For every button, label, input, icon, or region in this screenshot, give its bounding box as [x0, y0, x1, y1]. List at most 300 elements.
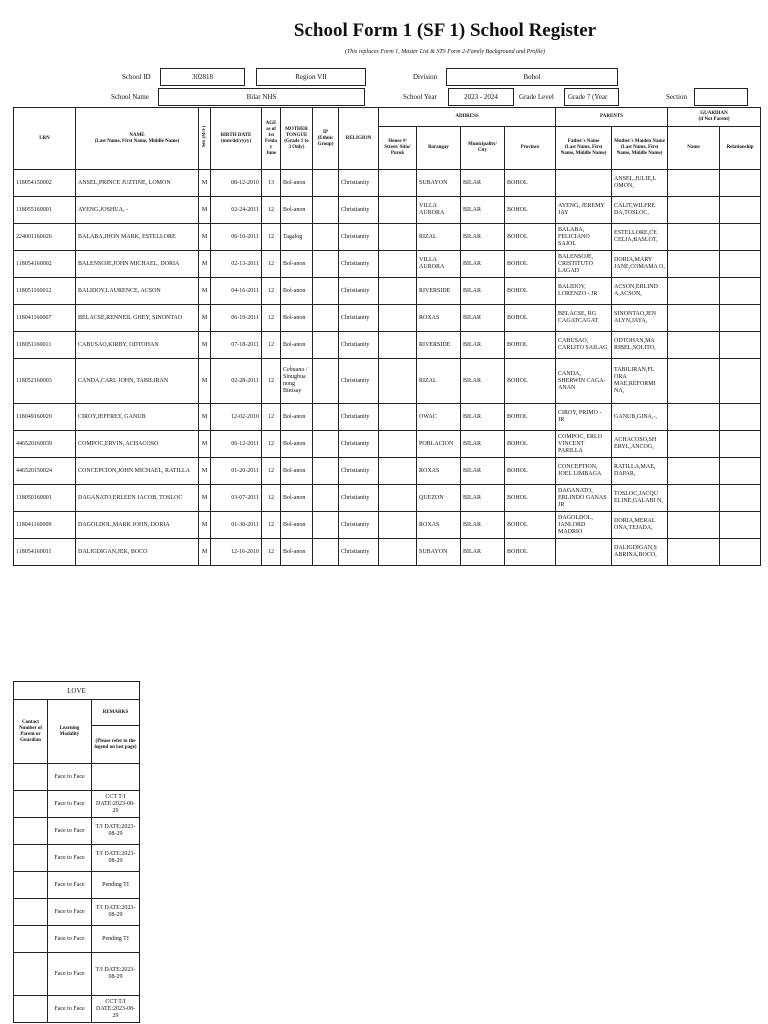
- religion-cell: Christianity: [339, 224, 379, 251]
- guardian-name-cell: [668, 431, 720, 458]
- province-cell: BOHOL: [505, 332, 556, 359]
- list-item: [14, 996, 140, 1023]
- school-year-value: 2023 - 2024: [448, 88, 514, 106]
- ip-cell: [313, 170, 339, 197]
- ip-cell: [313, 197, 339, 224]
- section-value: [694, 88, 748, 106]
- sex-header: [199, 108, 211, 170]
- birth-date-cell: 06-12-2011: [211, 431, 262, 458]
- house-cell: [379, 224, 417, 251]
- list-item: [14, 818, 140, 845]
- ip-cell: [313, 251, 339, 278]
- sex-cell: M: [199, 404, 211, 431]
- contact-cell: [14, 791, 48, 818]
- mother-tongue-cell: Cebuano / Sinugbua nong Binisay: [281, 359, 313, 404]
- sex-cell: M: [199, 305, 211, 332]
- guardian-name-cell: [668, 539, 720, 566]
- mother-tongue-cell: Bol-anon: [281, 431, 313, 458]
- remarks-cell: T/I DATE:2023-08-29: [92, 845, 140, 872]
- barangay-header: Barangay: [417, 127, 461, 170]
- age-cell: 12: [262, 197, 281, 224]
- municipality-cell: BILAR: [461, 197, 505, 224]
- table-row: [14, 332, 761, 359]
- mother-name-cell: ACHACOSO,SH ERYL,ANCOG,: [612, 431, 668, 458]
- religion-cell: Christianity: [339, 485, 379, 512]
- modality-cell: Face to Face: [48, 791, 92, 818]
- mother-tongue-cell: Bol-anon: [281, 404, 313, 431]
- age-cell: 12: [262, 224, 281, 251]
- modality-cell: Face to Face: [48, 845, 92, 872]
- sex-header-text: Sex (M/F): [201, 126, 207, 148]
- contact-cell: [14, 764, 48, 791]
- name-cell: BALABA,JHON MARK, ESTELLORE: [76, 224, 199, 251]
- list-item: [14, 872, 140, 899]
- house-cell: [379, 458, 417, 485]
- contact-cell: [14, 818, 48, 845]
- remarks-cell: T/I DATE:2023-08-29: [92, 899, 140, 926]
- lrn-cell: 118051160011: [14, 332, 76, 359]
- municipality-cell: BILAR: [461, 539, 505, 566]
- mother-tongue-cell: Bol-anon: [281, 197, 313, 224]
- age-cell: 13: [262, 170, 281, 197]
- father-name-cell: BALABA, FELICIANO SAJOL: [556, 224, 612, 251]
- age-header: AGE as of 1st Friday June: [262, 108, 281, 170]
- sex-cell: M: [199, 251, 211, 278]
- father-name-cell: [556, 539, 612, 566]
- mother-name-cell: SINONTAO,JEN ALYN,JAYA,: [612, 305, 668, 332]
- age-cell: 12: [262, 305, 281, 332]
- guardian-relationship-cell: [720, 251, 761, 278]
- guardian-name-cell: [668, 332, 720, 359]
- province-cell: BOHOL: [505, 485, 556, 512]
- ip-cell: [313, 458, 339, 485]
- region-value: Region VII: [256, 68, 366, 86]
- mother-name-cell: ANSEL,JULIE,L OMON,: [612, 170, 668, 197]
- remarks-cell: T/I DATE:2023-08-29: [92, 953, 140, 996]
- father-name-cell: COMPOC, ERLO VINCENT PARILLA: [556, 431, 612, 458]
- mother-tongue-cell: Bol-anon: [281, 332, 313, 359]
- municipality-cell: BILAR: [461, 251, 505, 278]
- ip-cell: [313, 431, 339, 458]
- guardian-name-header: Name: [668, 127, 720, 170]
- age-cell: 12: [262, 512, 281, 539]
- religion-cell: Christianity: [339, 170, 379, 197]
- mother-name-cell: DORIA,MERAL ONA,TEJADA,: [612, 512, 668, 539]
- municipality-cell: BILAR: [461, 332, 505, 359]
- table-row: [14, 485, 761, 512]
- remarks-header: REMARKS: [92, 700, 140, 726]
- mother-tongue-cell: Bol-anon: [281, 512, 313, 539]
- age-cell: 12: [262, 332, 281, 359]
- contact-cell: [14, 872, 48, 899]
- guardian-header: GUARDIAN (if Not Parent): [668, 108, 761, 127]
- table-row: [14, 359, 761, 404]
- father-name-cell: DAGANATO, ERLINDO GANAS JR: [556, 485, 612, 512]
- contact-remarks-table: [13, 681, 140, 1023]
- grade-level-value: Grade 7 (Year: [564, 88, 619, 106]
- mother-name-cell: ESTELLORE,CE CELIA,BASLOT,: [612, 224, 668, 251]
- barangay-cell: RIVERSIDE: [417, 278, 461, 305]
- table-row: [14, 512, 761, 539]
- municipality-cell: BILAR: [461, 278, 505, 305]
- birth-date-cell: 01-30-2011: [211, 512, 262, 539]
- province-cell: BOHOL: [505, 458, 556, 485]
- mother-tongue-cell: Bol-anon: [281, 251, 313, 278]
- house-header: House #/ Street/ Sitio/ Purok: [379, 127, 417, 170]
- table-row: [14, 431, 761, 458]
- mother-name-cell: CALIT,WILFRE DA,TOSLOC,: [612, 197, 668, 224]
- guardian-relationship-cell: [720, 170, 761, 197]
- guardian-name-cell: [668, 278, 720, 305]
- sex-cell: M: [199, 539, 211, 566]
- barangay-cell: ROXAS: [417, 305, 461, 332]
- lrn-cell: 118049160020: [14, 404, 76, 431]
- remarks-cell: Pending TI: [92, 872, 140, 899]
- religion-cell: Christianity: [339, 251, 379, 278]
- birth-date-cell: 03-07-2011: [211, 485, 262, 512]
- ip-cell: [313, 305, 339, 332]
- mother-name-cell: DALIGDIGAN,S ABRINA,BOCO,: [612, 539, 668, 566]
- guardian-name-cell: [668, 170, 720, 197]
- table-row: [14, 404, 761, 431]
- guardian-relationship-cell: [720, 332, 761, 359]
- age-cell: 12: [262, 278, 281, 305]
- religion-cell: Christianity: [339, 359, 379, 404]
- lrn-cell: 446520150024: [14, 458, 76, 485]
- table-row: [14, 458, 761, 485]
- guardian-relationship-cell: [720, 431, 761, 458]
- house-cell: [379, 431, 417, 458]
- register-table: [13, 107, 761, 566]
- contact-cell: [14, 953, 48, 996]
- mother-tongue-cell: Bol-anon: [281, 458, 313, 485]
- mother-header: Mother's Maiden Name (Last Name, First Name, Middle Name): [612, 127, 668, 170]
- father-name-cell: BALENSOJE, CRISTITUTO LAGAD: [556, 251, 612, 278]
- municipality-cell: BILAR: [461, 431, 505, 458]
- house-cell: [379, 197, 417, 224]
- father-name-cell: AYENG, JEREMY JAY: [556, 197, 612, 224]
- house-cell: [379, 278, 417, 305]
- guardian-relationship-cell: [720, 458, 761, 485]
- list-item: [14, 953, 140, 996]
- mother-tongue-cell: Bol-anon: [281, 539, 313, 566]
- division-label: Division: [413, 73, 438, 81]
- lrn-cell: 118041160009: [14, 512, 76, 539]
- house-cell: [379, 512, 417, 539]
- modality-cell: Face to Face: [48, 953, 92, 996]
- guardian-relationship-cell: [720, 512, 761, 539]
- table-row: [14, 224, 761, 251]
- ip-cell: [313, 539, 339, 566]
- name-header: NAME (Last Name, First Name, Middle Name): [76, 108, 199, 170]
- lrn-header: LRN: [14, 108, 76, 170]
- age-cell: 12: [262, 458, 281, 485]
- religion-cell: Christianity: [339, 458, 379, 485]
- guardian-relationship-header: Relationship: [720, 127, 761, 170]
- sex-cell: M: [199, 485, 211, 512]
- guardian-name-cell: [668, 404, 720, 431]
- birth-date-cell: 02-28-2011: [211, 359, 262, 404]
- birth-date-cell: 06-19-2011: [211, 305, 262, 332]
- sex-cell: M: [199, 332, 211, 359]
- age-cell: 12: [262, 431, 281, 458]
- birth-date-cell: 07-18-2011: [211, 332, 262, 359]
- birth-date-cell: 06-10-2011: [211, 224, 262, 251]
- name-cell: CONCEPCION,JOHN MICHAEL, RATILLA: [76, 458, 199, 485]
- contact-cell: [14, 926, 48, 953]
- contact-rows: [14, 764, 140, 1023]
- form-subtitle: (This replaces Form 1, Master List & STS Form 2-Family Background and Profile): [344, 49, 546, 55]
- municipality-cell: BILAR: [461, 224, 505, 251]
- ip-cell: [313, 512, 339, 539]
- sex-cell: M: [199, 512, 211, 539]
- birth-date-cell: 12-02-2010: [211, 404, 262, 431]
- name-cell: DALIGDIGAN,JEK, BOCO: [76, 539, 199, 566]
- barangay-cell: RIZAL: [417, 359, 461, 404]
- school-name-label: School Name: [111, 93, 149, 101]
- table-row: [14, 170, 761, 197]
- student-rows: [14, 170, 761, 566]
- name-cell: BALIDOY,LAURENCE, ACSON: [76, 278, 199, 305]
- name-cell: BELACSE,RENNEIL GHEY, SINONTAO: [76, 305, 199, 332]
- lrn-cell: 118051160012: [14, 278, 76, 305]
- barangay-cell: OWAC: [417, 404, 461, 431]
- grade-level-label: Grade Level: [519, 93, 554, 101]
- lrn-cell: 224001160026: [14, 224, 76, 251]
- municipality-cell: BILAR: [461, 305, 505, 332]
- name-cell: ANSEL,PRINCE JUZTINE, LOMON: [76, 170, 199, 197]
- mother-name-cell: ACSON,ERLIND A,ACSON,: [612, 278, 668, 305]
- house-cell: [379, 305, 417, 332]
- guardian-name-cell: [668, 512, 720, 539]
- barangay-cell: QUEZON: [417, 485, 461, 512]
- lrn-cell: 118054150002: [14, 170, 76, 197]
- guardian-relationship-cell: [720, 485, 761, 512]
- guardian-relationship-cell: [720, 197, 761, 224]
- province-cell: BOHOL: [505, 431, 556, 458]
- province-cell: BOHOL: [505, 278, 556, 305]
- guardian-name-cell: [668, 197, 720, 224]
- house-cell: [379, 539, 417, 566]
- modality-cell: Face to Face: [48, 818, 92, 845]
- mother-tongue-cell: Tagalog: [281, 224, 313, 251]
- house-cell: [379, 332, 417, 359]
- religion-cell: Christianity: [339, 332, 379, 359]
- modality-cell: Face to Face: [48, 764, 92, 791]
- religion-cell: Christianity: [339, 512, 379, 539]
- list-item: [14, 926, 140, 953]
- house-cell: [379, 251, 417, 278]
- lrn-cell: 118052160003: [14, 359, 76, 404]
- sex-cell: M: [199, 458, 211, 485]
- birth-date-cell: 04-16-2011: [211, 278, 262, 305]
- municipality-cell: BILAR: [461, 359, 505, 404]
- remarks-cell: T/I DATE:2023-08-29: [92, 818, 140, 845]
- address-header: ADDRESS: [379, 108, 556, 127]
- guardian-name-cell: [668, 485, 720, 512]
- table-row: [14, 251, 761, 278]
- modality-cell: Face to Face: [48, 872, 92, 899]
- province-cell: BOHOL: [505, 359, 556, 404]
- lrn-cell: 446520160039: [14, 431, 76, 458]
- mother-name-cell: TABILIRAN,FL ORA MAE,REFORMI NA,: [612, 359, 668, 404]
- barangay-cell: ROXAS: [417, 512, 461, 539]
- parents-header: PARENTS: [556, 108, 668, 127]
- barangay-cell: SUBAYON: [417, 170, 461, 197]
- religion-cell: Christianity: [339, 431, 379, 458]
- father-name-cell: CABUSAO, CARLITO SAILAG: [556, 332, 612, 359]
- section-name-header: LOVE: [14, 682, 140, 700]
- mother-tongue-cell: Bol-anon: [281, 305, 313, 332]
- religion-cell: Christianity: [339, 278, 379, 305]
- barangay-cell: VILLA AURORA: [417, 197, 461, 224]
- remarks-cell: CCT T/I DATE:2023-08-29: [92, 791, 140, 818]
- guardian-relationship-cell: [720, 305, 761, 332]
- lrn-cell: 118054160011: [14, 539, 76, 566]
- birth-date-cell: 12-16-2010: [211, 539, 262, 566]
- lrn-cell: 118055160001: [14, 197, 76, 224]
- house-cell: [379, 359, 417, 404]
- school-name-value: Bilar NHS: [158, 88, 365, 106]
- mother-tongue-cell: Bol-anon: [281, 278, 313, 305]
- age-cell: 12: [262, 485, 281, 512]
- lrn-cell: 118050160001: [14, 485, 76, 512]
- province-cell: BOHOL: [505, 404, 556, 431]
- guardian-relationship-cell: [720, 224, 761, 251]
- ip-header: IP (Ethnic Group): [313, 108, 339, 170]
- province-cell: BOHOL: [505, 539, 556, 566]
- religion-cell: Christianity: [339, 305, 379, 332]
- province-cell: BOHOL: [505, 224, 556, 251]
- birth-date-cell: 02-13-2011: [211, 251, 262, 278]
- contact-cell: [14, 899, 48, 926]
- name-cell: COMPOC,ERVIN, ACHACOSO: [76, 431, 199, 458]
- mother-name-cell: DORIA,MARY JANE,COMAMA O,: [612, 251, 668, 278]
- province-cell: BOHOL: [505, 251, 556, 278]
- name-cell: AYENG,JOSHUA, -: [76, 197, 199, 224]
- house-cell: [379, 485, 417, 512]
- remarks-note-header: (Please refer to the legend on last page): [92, 726, 140, 764]
- father-name-cell: CIROY, PRIMO - JR: [556, 404, 612, 431]
- form-title: School Form 1 (SF 1) School Register: [293, 20, 597, 41]
- guardian-name-cell: [668, 251, 720, 278]
- birth-date-cell: 01-20-2011: [211, 458, 262, 485]
- ip-cell: [313, 485, 339, 512]
- province-cell: BOHOL: [505, 305, 556, 332]
- contact-cell: [14, 996, 48, 1023]
- name-cell: DAGANATO,ERLEEN JACOB, TOSLOC: [76, 485, 199, 512]
- province-header: Province: [505, 127, 556, 170]
- table-row: [14, 278, 761, 305]
- table-row: [14, 305, 761, 332]
- mother-name-cell: TOSLOC,JACQU ELINE,GALABI N,: [612, 485, 668, 512]
- mother-name-cell: GANUB,GINA,-,: [612, 404, 668, 431]
- barangay-cell: ROXAS: [417, 458, 461, 485]
- name-cell: DAGOLDOL,MARK JOHN, DORIA: [76, 512, 199, 539]
- sex-cell: M: [199, 431, 211, 458]
- mother-name-cell: RATILLA,MAE, DAPAR,: [612, 458, 668, 485]
- guardian-name-cell: [668, 359, 720, 404]
- religion-cell: Christianity: [339, 404, 379, 431]
- table-row: [14, 197, 761, 224]
- list-item: [14, 791, 140, 818]
- father-name-cell: DAGOLDOL, JANLORD MADRIO: [556, 512, 612, 539]
- modality-cell: Face to Face: [48, 899, 92, 926]
- guardian-name-cell: [668, 305, 720, 332]
- barangay-cell: VILLA AURORA: [417, 251, 461, 278]
- house-cell: [379, 170, 417, 197]
- ip-cell: [313, 359, 339, 404]
- sex-cell: M: [199, 278, 211, 305]
- age-cell: 12: [262, 251, 281, 278]
- table-row: [14, 539, 761, 566]
- lrn-cell: 118054160002: [14, 251, 76, 278]
- barangay-cell: RIZAL: [417, 224, 461, 251]
- guardian-relationship-cell: [720, 359, 761, 404]
- sex-cell: M: [199, 197, 211, 224]
- father-name-cell: BELACSE, RG CAGATCAGAT: [556, 305, 612, 332]
- mother-tongue-cell: Bol-anon: [281, 170, 313, 197]
- guardian-relationship-cell: [720, 539, 761, 566]
- guardian-name-cell: [668, 224, 720, 251]
- birth-date-header: BIRTH DATE (mm/dd/yyyy): [211, 108, 262, 170]
- division-value: Bohol: [446, 68, 618, 86]
- remarks-cell: [92, 764, 140, 791]
- age-cell: 12: [262, 359, 281, 404]
- birth-date-cell: 08-12-2010: [211, 170, 262, 197]
- father-name-cell: CONCEPTION, JOEL LIMBAGA: [556, 458, 612, 485]
- sex-cell: M: [199, 170, 211, 197]
- name-cell: CIROY,JEFFREY, GANUB: [76, 404, 199, 431]
- mother-tongue-header: MOTHER TONGUE (Grade 1 to 3 Only): [281, 108, 313, 170]
- guardian-relationship-cell: [720, 278, 761, 305]
- father-name-cell: BALIDOY, LORENZO - JR: [556, 278, 612, 305]
- province-cell: BOHOL: [505, 197, 556, 224]
- municipality-header: Municipality/ City: [461, 127, 505, 170]
- ip-cell: [313, 224, 339, 251]
- guardian-relationship-cell: [720, 404, 761, 431]
- father-header: Father's Name (Last Name, First Name, Middle Name): [556, 127, 612, 170]
- age-cell: 12: [262, 539, 281, 566]
- municipality-cell: BILAR: [461, 404, 505, 431]
- religion-cell: Christianity: [339, 539, 379, 566]
- ip-cell: [313, 278, 339, 305]
- mother-tongue-cell: Bol-anon: [281, 485, 313, 512]
- house-cell: [379, 404, 417, 431]
- school-id-value: 302818: [160, 68, 245, 86]
- section-label: Section: [666, 93, 687, 101]
- ip-cell: [313, 332, 339, 359]
- sex-cell: M: [199, 359, 211, 404]
- list-item: [14, 764, 140, 791]
- name-cell: CABUSAO,KIRBY, ODTOHAN: [76, 332, 199, 359]
- province-cell: BOHOL: [505, 170, 556, 197]
- municipality-cell: BILAR: [461, 170, 505, 197]
- barangay-cell: SUBAYON: [417, 539, 461, 566]
- religion-header: RELIGION: [339, 108, 379, 170]
- municipality-cell: BILAR: [461, 512, 505, 539]
- guardian-name-cell: [668, 458, 720, 485]
- list-item: [14, 845, 140, 872]
- lrn-cell: 118041160007: [14, 305, 76, 332]
- municipality-cell: BILAR: [461, 458, 505, 485]
- name-cell: BALENSOJE,JOHN MICHAEL, DORIA: [76, 251, 199, 278]
- barangay-cell: RIVERSIDE: [417, 332, 461, 359]
- modality-cell: Face to Face: [48, 996, 92, 1023]
- contact-cell: [14, 845, 48, 872]
- sex-cell: M: [199, 224, 211, 251]
- list-item: [14, 899, 140, 926]
